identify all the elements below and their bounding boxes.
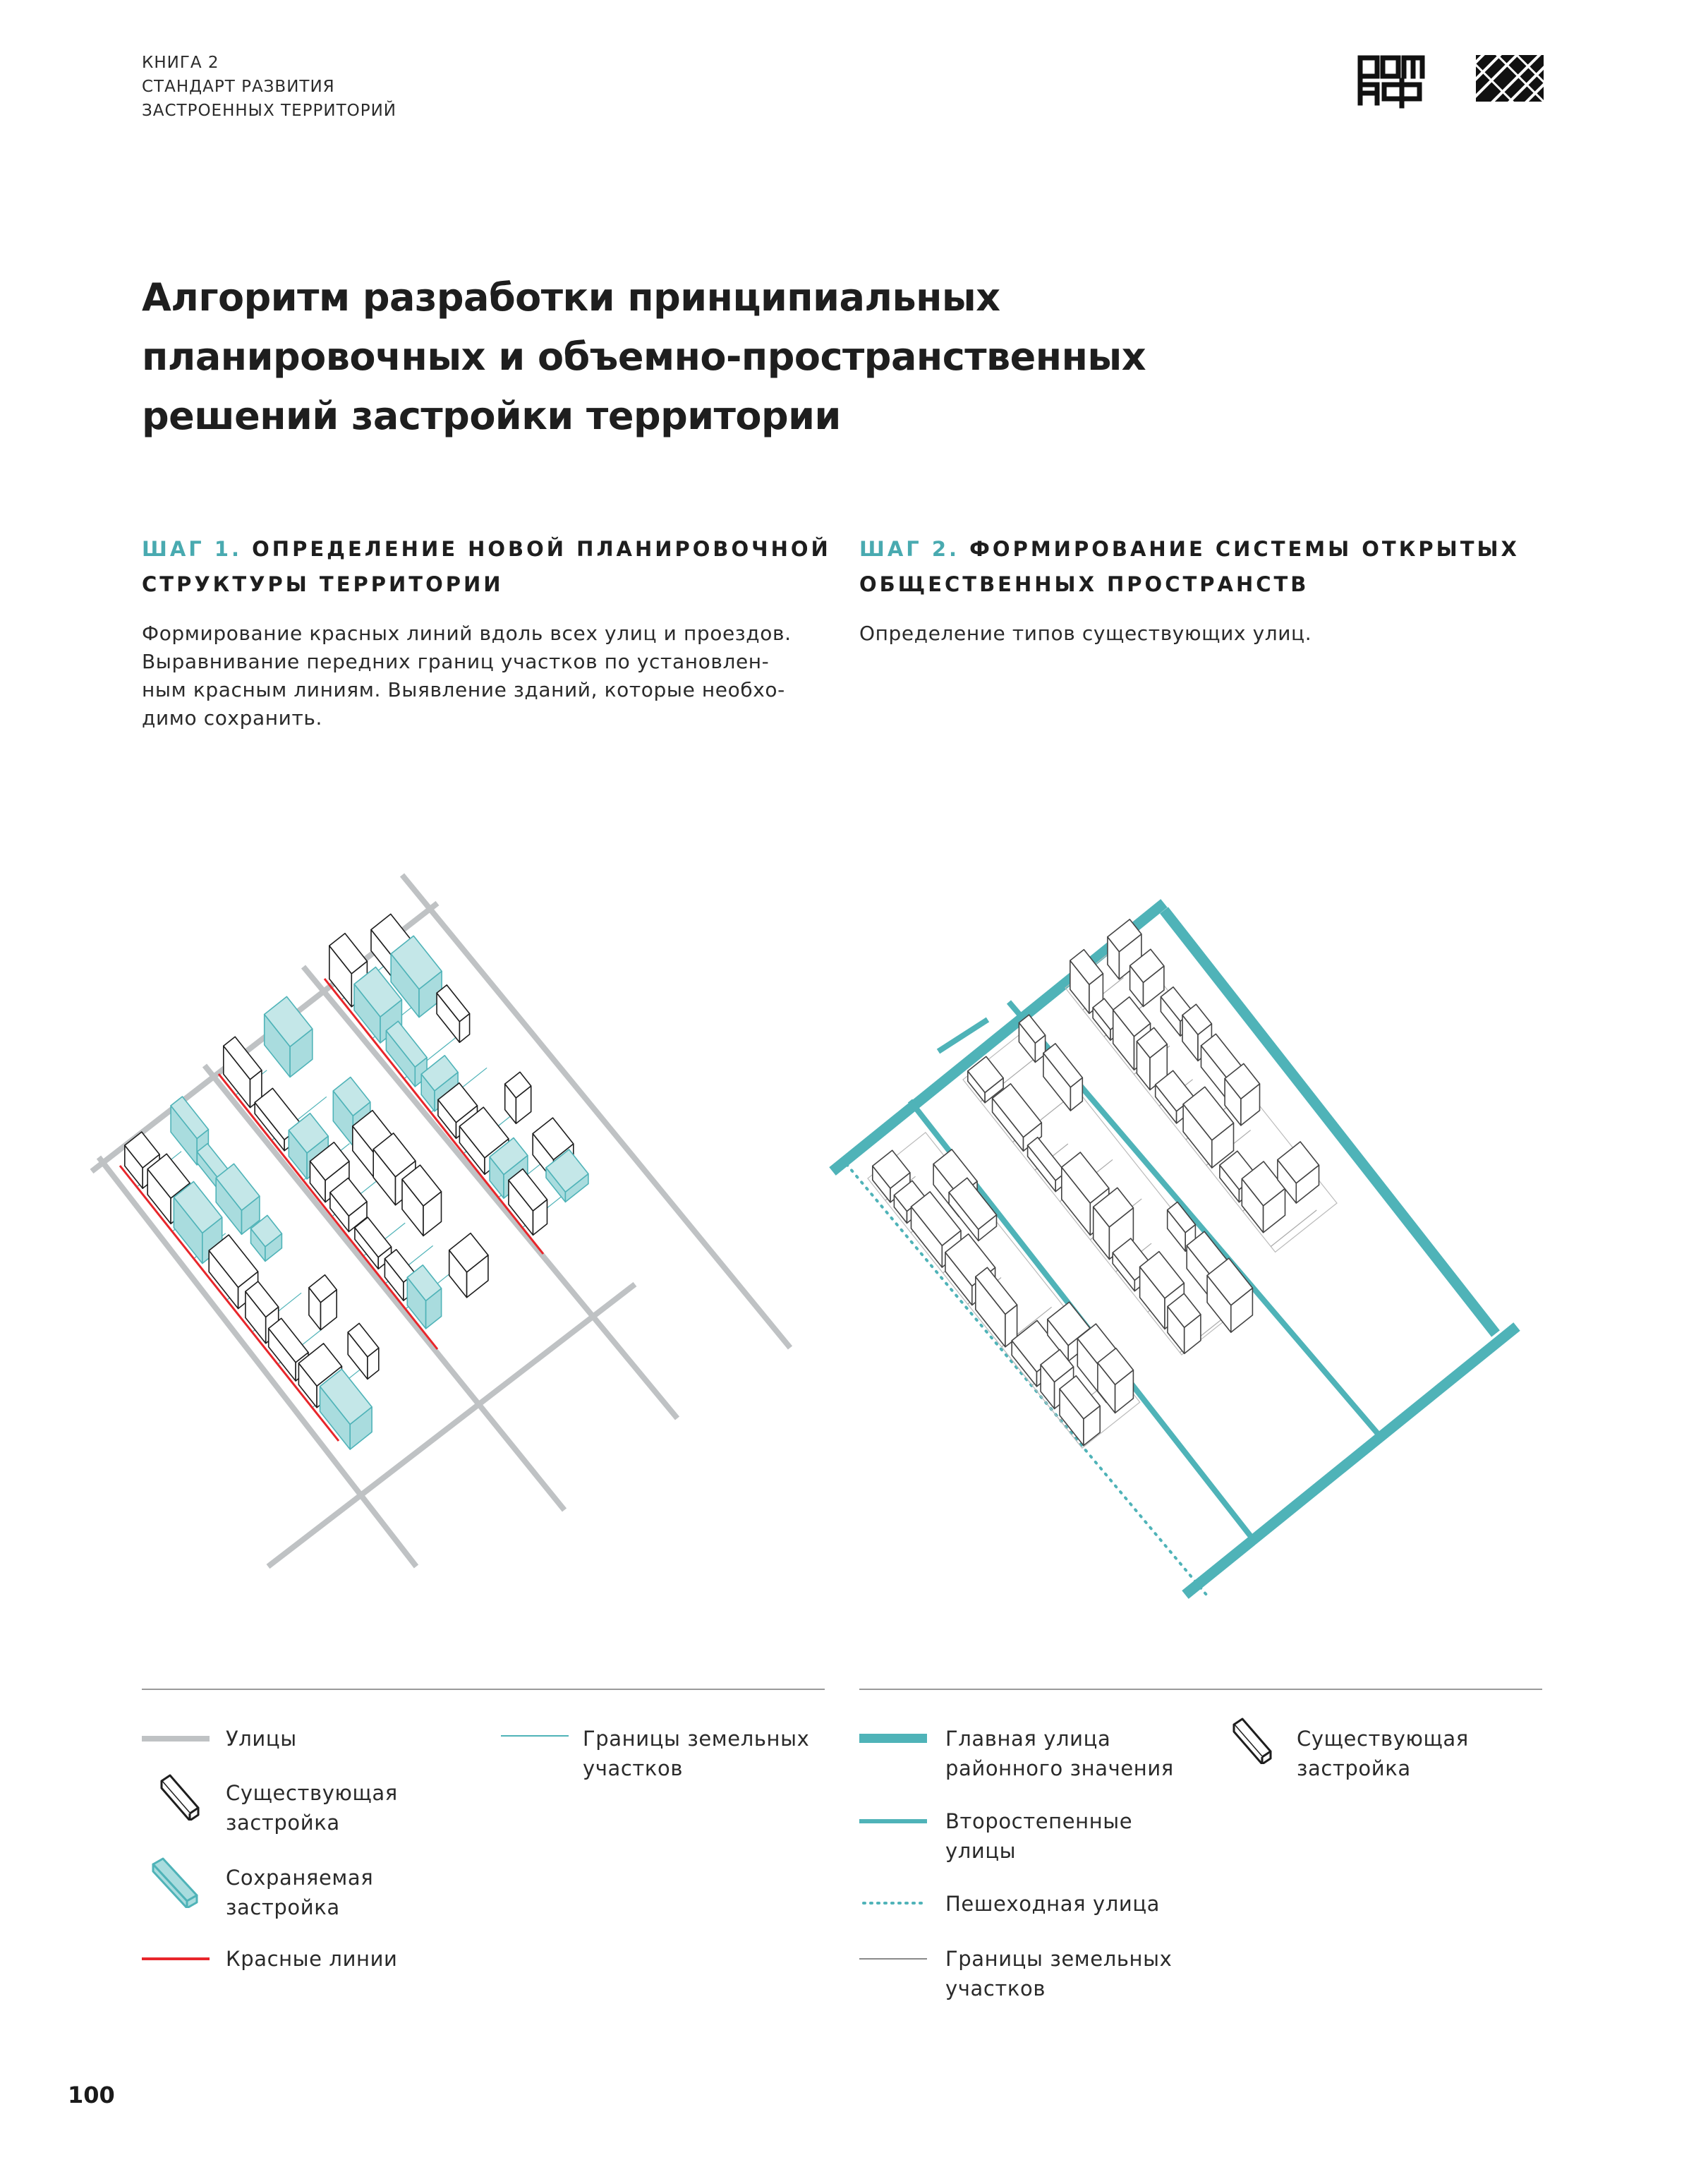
step2-diagram-group xyxy=(832,903,1517,1595)
running-head-line: КНИГА 2 xyxy=(142,54,219,72)
main-street xyxy=(1185,1327,1517,1595)
step1-heading-line: СТРУКТУРЫ ТЕРРИТОРИИ xyxy=(142,572,504,596)
legend-text: улицы xyxy=(945,1839,1017,1863)
page-number: 100 xyxy=(68,2082,115,2108)
step1-heading xyxy=(142,531,831,602)
step1-diagram-group xyxy=(92,875,790,1567)
pedestrian-street-swatch xyxy=(862,1900,927,1906)
legend-text: Границы земельных xyxy=(583,1727,810,1751)
legend-text: Сохраняемая xyxy=(226,1866,374,1890)
step1-number: ШАГ 1. xyxy=(142,537,243,561)
step2-body xyxy=(859,620,1312,648)
step1-body-line: ным красным линиям. Выявление зданий, которые необхо- xyxy=(142,678,785,701)
preserved-building-icon xyxy=(150,1854,201,1908)
step1-body-line: Выравнивание передних границ участков по установлен- xyxy=(142,650,770,673)
legend-existing-label xyxy=(226,1778,398,1837)
legend2-divider xyxy=(859,1689,1542,1690)
plot-border-swatch xyxy=(501,1734,569,1739)
running-head-line: СТАНДАРТ РАЗВИТИЯ xyxy=(142,78,335,96)
step2-heading-line: ОБЩЕСТВЕННЫХ ПРОСТРАНСТВ xyxy=(859,572,1309,596)
title-line: Алгоритм разработки принципиальных xyxy=(142,275,1000,320)
step1-body-line: Формирование красных линий вдоль всех улиц и проездов. xyxy=(142,622,792,645)
step2-body-line: Определение типов существующих улиц. xyxy=(859,622,1312,645)
step1-isometric-diagram xyxy=(127,861,875,1595)
legend-main-street-label xyxy=(945,1724,1174,1783)
legend-plot-borders2-label xyxy=(945,1944,1172,2003)
legend-plot-borders-label xyxy=(583,1724,809,1783)
step1-heading-line: ОПРЕДЕЛЕНИЕ НОВОЙ ПЛАНИРОВОЧНОЙ xyxy=(252,537,831,561)
legend-text: застройка xyxy=(1297,1756,1411,1780)
legend-secondary-label xyxy=(945,1806,1132,1866)
dom-rf-logo xyxy=(1356,52,1427,109)
step2-heading-line: ФОРМИРОВАНИЕ СИСТЕМЫ ОТКРЫТЫХ xyxy=(969,537,1520,561)
legend-text: Границы земельных xyxy=(945,1947,1173,1971)
legend-text: Главная улица xyxy=(945,1727,1111,1751)
main-street-swatch xyxy=(859,1733,927,1744)
legend-text: участков xyxy=(583,1756,684,1780)
step2-number: ШАГ 2. xyxy=(859,537,960,561)
page-title xyxy=(142,268,1341,446)
legend-text: Красные линии xyxy=(226,1947,398,1971)
legend-pedestrian-label xyxy=(945,1889,1160,1919)
legend1-divider xyxy=(142,1689,825,1690)
secondary-street-swatch xyxy=(859,1818,927,1825)
legend-existing2-label xyxy=(1297,1724,1469,1783)
legend-text: Пешеходная улица xyxy=(945,1892,1161,1916)
running-head-line: ЗАСТРОЕННЫХ ТЕРРИТОРИЙ xyxy=(142,102,397,120)
step2-isometric-diagram xyxy=(840,861,1587,1595)
title-line: решений застройки территории xyxy=(142,394,841,438)
running-head xyxy=(142,51,396,123)
title-line: планировочных и объемно-пространственных xyxy=(142,334,1146,379)
street-swatch xyxy=(142,1734,210,1744)
legend-text: Второстепенные xyxy=(945,1809,1133,1833)
legend-preserved-label xyxy=(226,1863,373,1922)
step1-body-line: димо сохранить. xyxy=(142,706,322,730)
legend-text: Существующая xyxy=(1297,1727,1469,1751)
legend-text: застройка xyxy=(226,1895,340,1919)
legend-streets-label xyxy=(226,1724,297,1753)
step2-heading xyxy=(859,531,1520,602)
existing-building-icon xyxy=(159,1771,201,1821)
existing-building-icon-2 xyxy=(1231,1715,1273,1764)
step1-body xyxy=(142,620,792,732)
pedestrian-street xyxy=(847,1164,1206,1595)
legend-text: Существующая xyxy=(226,1781,398,1805)
legend-text: участков xyxy=(945,1976,1046,2000)
legend-red-lines-label xyxy=(226,1944,397,1974)
red-line-swatch xyxy=(142,1956,210,1962)
plot-border-swatch-gray xyxy=(859,1957,927,1960)
legend-text: застройка xyxy=(226,1811,340,1835)
pattern-logo xyxy=(1476,55,1544,102)
legend-text: районного значения xyxy=(945,1756,1174,1780)
legend-text: Улицы xyxy=(226,1727,297,1751)
